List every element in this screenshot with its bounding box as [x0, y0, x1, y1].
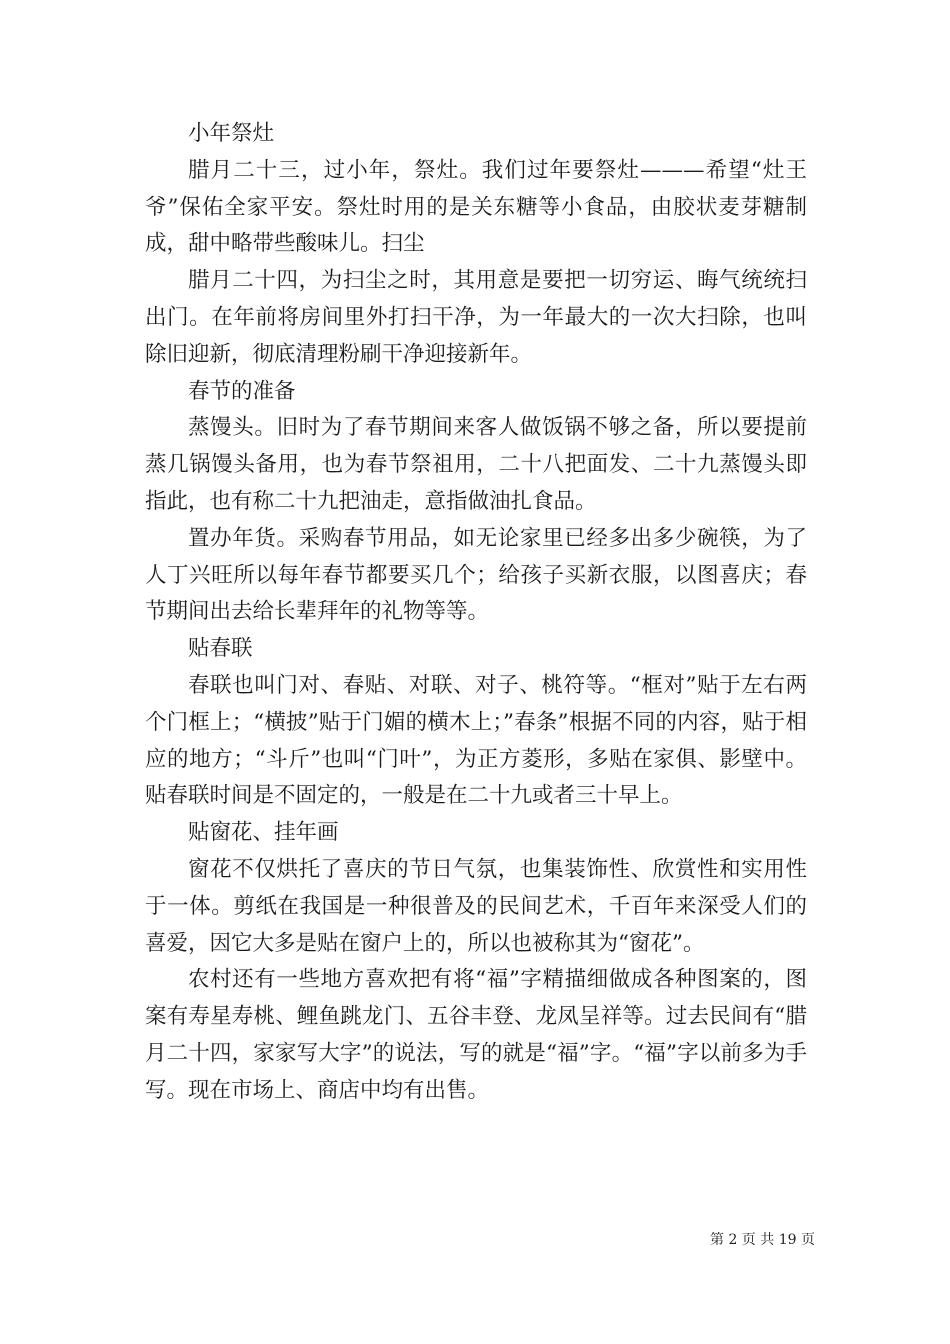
paragraph-xiaonian: 腊月二十三，过小年，祭灶。我们过年要祭灶———希望“灶王爷”保佑全家平安。祭灶时用的是关东糖等小食品，由胶状麦芽糖制成，甜中略带些酸味儿。扫尘 — [145, 157, 807, 257]
section-heading-xiaonian: 小年祭灶 — [188, 121, 275, 146]
section-heading-preparation: 春节的准备 — [188, 378, 296, 404]
document-body — [145, 116, 807, 1110]
page-number: 第 2 页 共 19 页 — [710, 1232, 815, 1248]
paragraph-saochen: 腊月二十四，为扫尘之时，其用意是要把一切穷运、晦气统统扫出门。在年前将房间里外打扫干净，为一年最大的一次大扫除，也叫除旧迎新，彻底清理粉刷干净迎接新年。 — [145, 268, 807, 367]
paragraph-fu-character: 农村还有一些地方喜欢把有将“福”字精描细做成各种图案的，图案有寿星寿桃、鲤鱼跳龙门、五谷丰登、龙凤呈祥等。过去民间有“腊月二十四，家家写大字”的说法，写的就是“福”字。“福”字以前多为手写。现在市场上、商店中均有出售。 — [145, 967, 807, 1103]
section-heading-couplets: 贴春联 — [188, 636, 253, 662]
paragraph-window-flowers: 窗花不仅烘托了喜庆的节日气氛，也集装饰性、欣赏性和实用性于一体。剪纸在我国是一种很普及的民间艺术，千百年来深受人们的喜爱，因它大多是贴在窗户上的，所以也被称其为“窗花”。 — [145, 856, 807, 956]
section-heading-window-flowers: 贴窗花、挂年画 — [188, 820, 339, 846]
paragraph-steamed-buns: 蒸馒头。旧时为了春节期间来客人做饭锅不够之备，所以要提前蒸几锅馒头备用，也为春节祭祖用，二十八把面发、二十九蒸馒头即指此，也有称二十九把油走，意指做油扎食品。 — [145, 415, 807, 514]
paragraph-couplets: 春联也叫门对、春贴、对联、对子、桃符等。“框对”贴于左右两个门框上；“横披”贴于门媚的横木上；”春条”根据不同的内容，贴于相应的地方；“斗斤”也叫“门叶”，为正方菱形，多贴在家俱、影壁中。贴春联时间是不固定的，一般是在二十九或者三十早上。 — [145, 672, 807, 809]
paragraph-new-year-goods: 置办年货。采购春节用品，如无论家里已经多出多少碗筷，为了人丁兴旺所以每年春节都要买几个；给孩子买新衣服，以图喜庆；春节期间出去给长辈拜年的礼物等等。 — [145, 525, 807, 625]
